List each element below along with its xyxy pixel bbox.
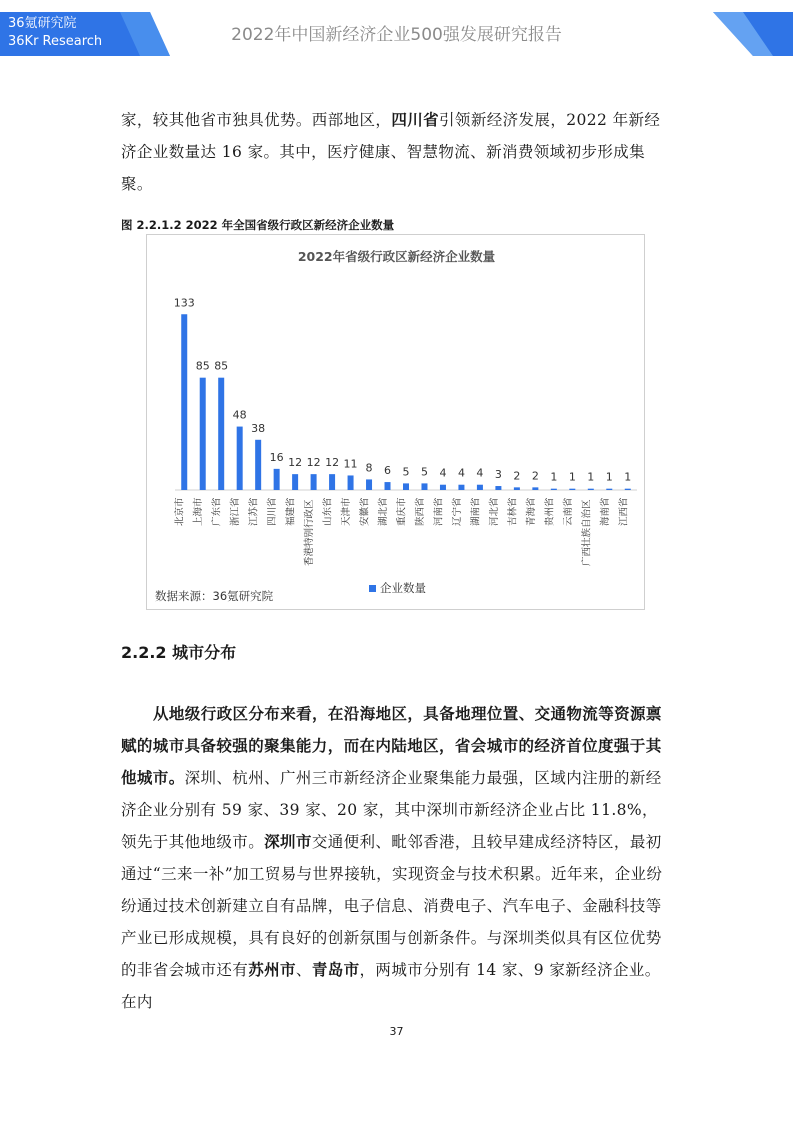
brand-name-cn: 36氪研究院 [8, 16, 77, 31]
data-label: 48 [232, 408, 247, 422]
x-tick-label: 四川省 [267, 497, 279, 526]
bar-15 [440, 485, 446, 490]
body-paragraph [121, 698, 673, 1018]
data-label: 1 [568, 470, 576, 484]
chart-title: 2022年省级行政区新经济企业数量 [297, 249, 496, 264]
x-tick-label: 上海市 [193, 497, 205, 526]
data-label: 6 [384, 464, 392, 478]
report-title: 2022年中国新经济企业500强发展研究报告 [231, 25, 562, 45]
x-tick-label: 山东省 [322, 497, 334, 526]
bar-22 [569, 489, 575, 490]
bar-21 [551, 489, 557, 490]
body-paragraph-run: 深圳、杭州、广州三市新经济企业聚集能力最强，区域内注册的新经济企业分别有 59 家、39 家、20 家，其中深圳市新经济企业占比 11.8%，领先于其他地级市。 [121, 769, 662, 851]
bar-23 [588, 489, 594, 490]
data-label: 4 [457, 466, 465, 480]
x-tick-label: 北京市 [174, 497, 186, 526]
x-tick-label: 贵州省 [544, 497, 556, 526]
intro-paragraph-run: 四川省 [391, 110, 440, 129]
x-tick-label: 重庆市 [396, 497, 408, 526]
x-tick-label: 江西省 [618, 497, 630, 526]
x-tick-label: 广西壮族自治区 [581, 499, 593, 566]
data-label: 8 [365, 461, 373, 475]
bar-16 [458, 485, 464, 490]
chart-source: 数据来源：36氪研究院 [155, 589, 274, 603]
intro-paragraph-run: 引领新经济发展，2022 年新经济企业数量达 16 家。其中，医疗健康、智慧物流、新消费领域初步形成集聚。 [121, 111, 661, 193]
bar-17 [477, 485, 483, 490]
x-tick-label: 吉林省 [507, 497, 519, 526]
bar-19 [514, 487, 520, 490]
body-paragraph-run: 深圳市 [264, 832, 312, 851]
intro-paragraph [121, 104, 673, 200]
data-label: 133 [173, 296, 195, 310]
x-tick-label: 青海省 [525, 497, 537, 526]
bar-24 [606, 489, 612, 490]
corner-decoration [713, 12, 793, 56]
bar-4 [237, 427, 243, 490]
x-tick-label: 河南省 [433, 497, 445, 526]
data-label: 38 [251, 421, 266, 435]
bar-chart [146, 234, 645, 610]
x-tick-label: 安徽省 [359, 497, 371, 526]
figure-caption: 图 2.2.1.2 2022 年全国省级行政区新经济企业数量 [121, 218, 395, 232]
bar-3 [218, 378, 224, 490]
bar-2 [200, 378, 206, 490]
body-paragraph-run: 青岛市 [311, 960, 360, 979]
x-tick-label: 云南省 [562, 497, 574, 526]
x-tick-label: 湖南省 [470, 497, 482, 526]
intro-paragraph-run: 家，较其他省市独具优势。西部地区， [121, 111, 392, 129]
body-paragraph-run: 从地级行政区分布来看，在沿海地区，具备地理位置、交通物流等资源禀赋的城市具备较强的聚集能力，而在内陆地区，省会城市的经济首位度强于其他城市。 [121, 704, 662, 787]
data-label: 5 [402, 465, 410, 479]
x-tick-label: 河北省 [488, 497, 500, 526]
section-title: 2.2.2 城市分布 [121, 643, 237, 662]
page-number: 37 [389, 1025, 404, 1038]
bar-12 [385, 482, 391, 490]
x-tick-label: 福建省 [285, 497, 297, 526]
brand-name-en: 36Kr Research [8, 34, 103, 49]
bar-13 [403, 483, 409, 490]
legend-label: 企业数量 [380, 581, 426, 595]
x-tick-label: 天津市 [341, 497, 353, 526]
legend-swatch [369, 585, 376, 592]
bar-25 [625, 489, 631, 490]
data-label: 1 [587, 470, 595, 484]
x-tick-label: 香港特别行政区 [304, 499, 316, 566]
body-paragraph-run: 苏州市 [248, 960, 296, 979]
data-label: 4 [439, 466, 447, 480]
body-paragraph-run: 、 [295, 961, 312, 979]
bar-8 [311, 474, 317, 490]
bar-18 [495, 486, 501, 490]
x-tick-label: 江苏省 [248, 497, 260, 526]
data-label: 11 [343, 457, 358, 471]
body-paragraph-run: ，两城市分别有 14 家、9 家新经济企业。在内 [121, 961, 661, 1011]
bar-7 [292, 474, 298, 490]
x-tick-label: 广东省 [211, 497, 223, 526]
x-tick-label: 浙江省 [230, 497, 242, 526]
bar-10 [348, 475, 354, 490]
data-label: 12 [306, 456, 321, 470]
x-tick-label: 海南省 [599, 497, 611, 526]
data-label: 2 [513, 469, 521, 483]
bar-20 [532, 487, 538, 490]
data-label: 1 [550, 470, 558, 484]
body-paragraph-run: 交通便利、毗邻香港，且较早建成经济特区，最初通过“三来一补”加工贸易与世界接轨，实现资金与技术积累。近年来，企业纷纷通过技术创新建立自有品牌，电子信息、消费电子、汽车电子、金融科技等产业已形成规模，具有良好的创新氛围与创新条件。与深圳类似具有区位优势的非省会城市还有 [121, 833, 663, 979]
bar-6 [274, 469, 280, 490]
data-label: 4 [476, 466, 484, 480]
data-label: 5 [420, 465, 428, 479]
data-label: 1 [605, 470, 613, 484]
data-label: 2 [531, 469, 539, 483]
bar-11 [366, 479, 372, 490]
data-label: 3 [494, 468, 502, 482]
bar-5 [255, 440, 261, 490]
chart-canvas [147, 235, 646, 611]
bar-1 [181, 314, 187, 490]
data-label: 12 [325, 456, 340, 470]
data-label: 12 [288, 456, 303, 470]
data-label: 16 [269, 450, 284, 464]
data-label: 85 [214, 359, 229, 373]
x-tick-label: 陕西省 [414, 497, 426, 526]
bar-9 [329, 474, 335, 490]
bar-14 [421, 483, 427, 490]
x-tick-label: 湖北省 [378, 497, 390, 526]
x-tick-label: 辽宁省 [451, 497, 463, 526]
data-label: 1 [624, 470, 632, 484]
data-label: 85 [195, 359, 210, 373]
